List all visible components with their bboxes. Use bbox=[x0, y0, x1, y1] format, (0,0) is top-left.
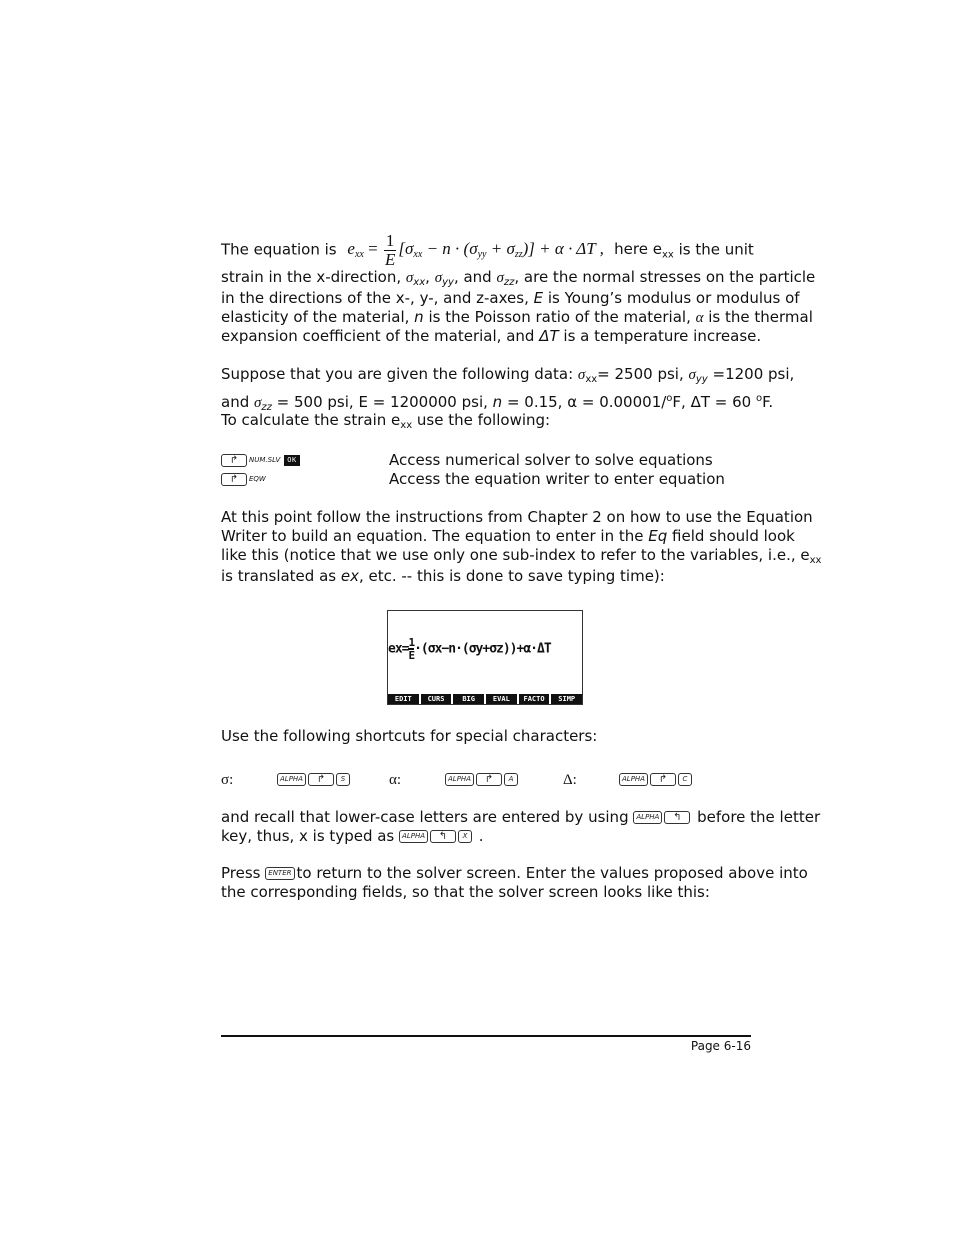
para3-line2 bbox=[221, 527, 795, 546]
para3-line4 bbox=[221, 567, 665, 586]
degree: o bbox=[755, 393, 763, 404]
text: =1200 psi, bbox=[707, 365, 795, 383]
eq-equals: = bbox=[363, 239, 382, 259]
sub: zz bbox=[261, 402, 272, 413]
ok-softkey: OK bbox=[284, 455, 299, 466]
a-key: A bbox=[504, 773, 518, 786]
sigma: σ bbox=[688, 367, 696, 383]
para2-line1 bbox=[221, 365, 794, 385]
sigma: σ bbox=[496, 270, 504, 286]
right-shift-key: ↱ bbox=[476, 773, 502, 786]
step-1-keys bbox=[221, 452, 300, 469]
right-shift-key: ↱ bbox=[221, 473, 247, 486]
text: is the Poisson ratio of the material, bbox=[423, 308, 696, 326]
screen-frac-den: E bbox=[408, 649, 415, 662]
menu-facto[interactable]: FACTO bbox=[519, 694, 550, 704]
text: field should look bbox=[667, 527, 795, 545]
equation-line bbox=[221, 232, 754, 269]
para3-line3 bbox=[221, 546, 821, 565]
text: and recall that lower-case letters are entered by using bbox=[221, 808, 629, 826]
alpha-key: ALPHA bbox=[445, 773, 474, 786]
eq-e: e bbox=[347, 239, 355, 259]
left-shift-key: ↰ bbox=[430, 830, 456, 843]
eq-body-1: [σ bbox=[398, 239, 414, 259]
text: to return to the solver screen. Enter the values proposed above into bbox=[296, 864, 808, 882]
sub: xx bbox=[585, 374, 598, 385]
step-1-desc: Access numerical solver to solve equations bbox=[389, 451, 713, 469]
text: = 0.15, α = 0.00001/ bbox=[502, 393, 667, 411]
step-2-desc: Access the equation writer to enter equation bbox=[389, 470, 725, 488]
sub: yy bbox=[695, 374, 708, 385]
sigma-symbol: σ: bbox=[221, 772, 234, 788]
text: key, thus, x is typed as bbox=[221, 827, 395, 845]
eq-fraction bbox=[384, 232, 397, 269]
sigma: σ bbox=[577, 367, 586, 383]
text: , are the normal stresses on the particle bbox=[514, 268, 816, 286]
right-shift-key: ↱ bbox=[308, 773, 334, 786]
num-slv-label: NUM.SLV bbox=[249, 456, 281, 464]
eq-body-2: − n · (σ bbox=[422, 239, 478, 259]
text: in the directions of the x-, y-, and z-axes, bbox=[221, 289, 534, 307]
sub: yy bbox=[442, 277, 454, 288]
text: and bbox=[221, 393, 254, 411]
text: , and bbox=[453, 268, 497, 286]
sub: zz bbox=[503, 277, 515, 288]
alpha-key: ALPHA bbox=[399, 830, 428, 843]
eq-field: Eq bbox=[648, 527, 668, 545]
left-shift-key: ↰ bbox=[664, 811, 690, 824]
strain-equation bbox=[347, 231, 608, 269]
screen-equation bbox=[388, 637, 584, 661]
shortcut-sigma bbox=[221, 770, 352, 789]
eq-body-3: + σ bbox=[486, 239, 515, 259]
para5-line2: the corresponding fields, so that the solver screen looks like this: bbox=[221, 883, 710, 901]
sigma: σ bbox=[405, 270, 414, 286]
after-eq-sub: xx bbox=[661, 249, 674, 261]
alpha-key: ALPHA bbox=[277, 773, 306, 786]
text: is the thermal bbox=[703, 308, 813, 326]
text: = 500 psi, E = 1200000 psi, bbox=[271, 393, 493, 411]
text: F. bbox=[762, 393, 774, 411]
menu-big[interactable]: BIG bbox=[453, 694, 484, 704]
eq-sub-yy: yy bbox=[477, 249, 487, 261]
text: To calculate the strain e bbox=[221, 411, 401, 429]
equation-lead: The equation is bbox=[221, 240, 337, 259]
text: = 2500 psi, bbox=[597, 365, 689, 383]
text: , etc. -- this is done to save typing time): bbox=[358, 567, 665, 585]
sigma: σ bbox=[434, 270, 443, 286]
right-shift-key: ↱ bbox=[650, 773, 676, 786]
eq-sub-xx: xx bbox=[413, 249, 423, 261]
para2-line3 bbox=[221, 411, 550, 430]
text: like this (notice that we use only one sub-index to refer to the variables, i.e., e bbox=[221, 546, 810, 564]
text: , bbox=[425, 268, 435, 286]
alpha-key: ALPHA bbox=[619, 773, 648, 786]
para1-line4 bbox=[221, 308, 813, 328]
eqw-label: EQW bbox=[249, 475, 266, 483]
menu-edit[interactable]: EDIT bbox=[388, 694, 419, 704]
calculator-screen bbox=[387, 610, 583, 705]
degree: o bbox=[666, 393, 673, 404]
after-eq-b: is the unit bbox=[673, 240, 754, 259]
text: elasticity of the material, bbox=[221, 308, 415, 326]
screen-rhs: ·(σx−n·(σy+σz))+α·ΔT bbox=[414, 641, 551, 657]
para1-line5 bbox=[221, 327, 761, 346]
text: . bbox=[478, 827, 484, 845]
c-key: C bbox=[678, 773, 692, 786]
text: before the letter bbox=[697, 808, 821, 826]
text: F, ΔT = 60 bbox=[672, 393, 756, 411]
footer-rule bbox=[221, 1035, 751, 1037]
text: Writer to build an equation. The equation to enter in the bbox=[221, 527, 649, 545]
x-key: X bbox=[458, 830, 472, 843]
var-deltaT: ΔT bbox=[539, 327, 559, 345]
text: Suppose that you are given the following data: bbox=[221, 365, 578, 383]
para4-line1 bbox=[221, 808, 820, 827]
enter-key: ENTER bbox=[265, 867, 294, 880]
alpha-symbol: α: bbox=[389, 772, 402, 788]
para3-line1: At this point follow the instructions from Chapter 2 on how to use the Equation bbox=[221, 508, 813, 526]
menu-curs[interactable]: CURS bbox=[421, 694, 452, 704]
var-ex: ex bbox=[340, 567, 359, 585]
text: strain in the x-direction, bbox=[221, 268, 406, 286]
softkey-menu bbox=[388, 694, 582, 704]
text: is translated as bbox=[221, 567, 341, 585]
para4-line2 bbox=[221, 827, 484, 846]
shortcut-delta bbox=[563, 770, 694, 789]
eq-body-4: )] + α · ΔT , bbox=[522, 239, 604, 259]
text: Press bbox=[221, 864, 261, 882]
sub: xx bbox=[400, 420, 413, 431]
shortcut-alpha bbox=[389, 770, 520, 789]
var-E: E bbox=[533, 289, 544, 307]
alpha-key: ALPHA bbox=[633, 811, 662, 824]
para2-line2 bbox=[221, 389, 773, 413]
sub: xx bbox=[809, 555, 822, 566]
sub: xx bbox=[413, 277, 426, 288]
eq-fraction-num: 1 bbox=[385, 231, 395, 250]
var-n: n bbox=[414, 308, 424, 326]
text: use the following: bbox=[412, 411, 551, 429]
s-key: S bbox=[336, 773, 350, 786]
delta-symbol: Δ: bbox=[563, 772, 577, 788]
text: is Young’s modulus or modulus of bbox=[543, 289, 800, 307]
after-eq-a: here e bbox=[614, 240, 662, 259]
right-shift-key: ↱ bbox=[221, 454, 247, 467]
step-2-keys bbox=[221, 471, 270, 488]
sigma: σ bbox=[254, 395, 262, 411]
text: expansion coefficient of the material, and bbox=[221, 327, 540, 345]
eq-e-sub: xx bbox=[354, 249, 364, 261]
menu-simp[interactable]: SIMP bbox=[551, 694, 582, 704]
para5-line1 bbox=[221, 864, 808, 883]
shortcuts-intro: Use the following shortcuts for special characters: bbox=[221, 727, 598, 745]
para1-line3 bbox=[221, 289, 800, 308]
var-alpha: α bbox=[695, 310, 704, 326]
eq-sub-zz: zz bbox=[514, 249, 523, 261]
page-number: Page 6-16 bbox=[690, 1039, 751, 1053]
para1-line2 bbox=[221, 268, 815, 288]
eq-fraction-den: E bbox=[384, 250, 396, 269]
screen-lhs: ex= bbox=[388, 641, 409, 657]
menu-eval[interactable]: EVAL bbox=[486, 694, 517, 704]
screen-frac-num: 1 bbox=[408, 636, 415, 649]
var-n: n bbox=[492, 393, 503, 411]
text: is a temperature increase. bbox=[558, 327, 762, 345]
